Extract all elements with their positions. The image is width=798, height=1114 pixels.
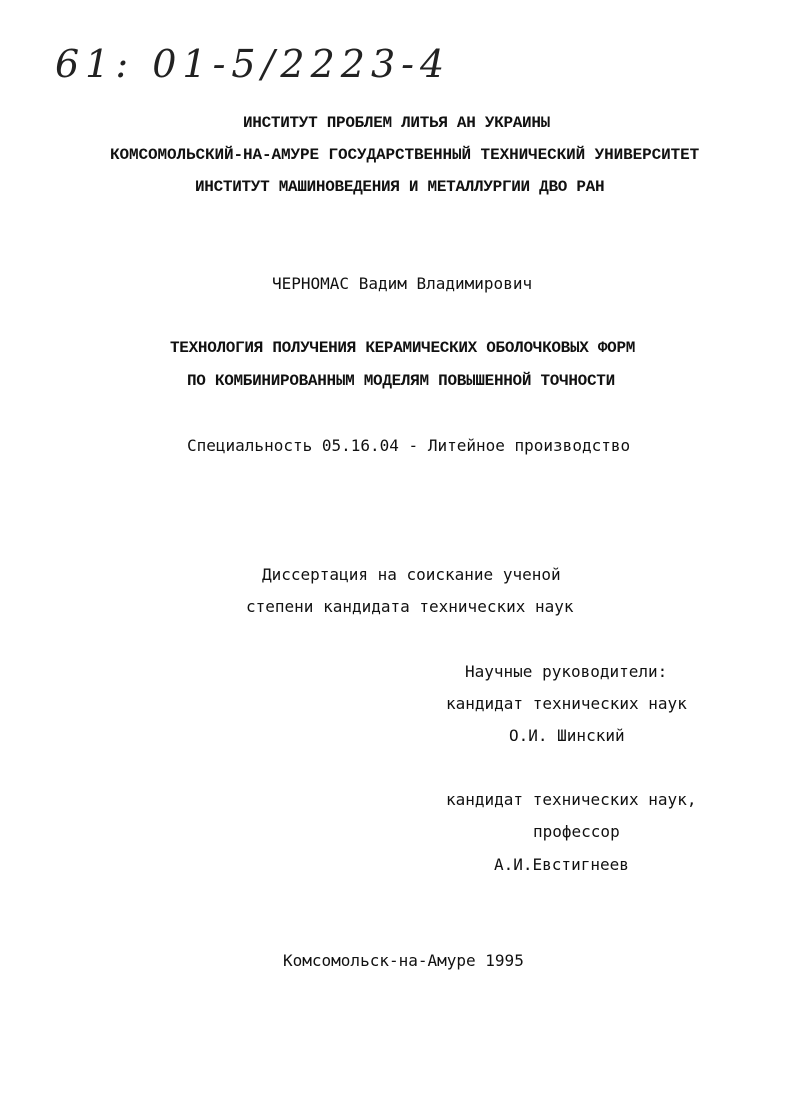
degree-line-1: Диссертация на соискание ученой — [262, 565, 561, 584]
institution-line-3: ИНСТИТУТ МАШИНОВЕДЕНИЯ И МЕТАЛЛУРГИИ ДВО РАН — [195, 178, 605, 196]
supervisor-1-degree: кандидат технических наук — [446, 694, 687, 713]
place-and-year: Комсомольск-на-Амуре 1995 — [283, 951, 524, 970]
degree-line-2: степени кандидата технических наук — [246, 597, 574, 616]
author-name: ЧЕРНОМАС Вадим Владимирович — [272, 274, 533, 293]
supervisors-heading: Научные руководители: — [465, 662, 668, 681]
supervisor-2-title: профессор — [533, 822, 620, 841]
title-line-2: ПО КОМБИНИРОВАННЫМ МОДЕЛЯМ ПОВЫШЕННОЙ ТОЧНОСТИ — [187, 372, 615, 390]
handwritten-catalog-number: 61: 01-5/2223-4 — [55, 42, 451, 86]
supervisor-2-degree: кандидат технических наук, — [446, 790, 697, 809]
supervisor-1-name: О.И. Шинский — [509, 726, 625, 745]
title-line-1: ТЕХНОЛОГИЯ ПОЛУЧЕНИЯ КЕРАМИЧЕСКИХ ОБОЛОЧКОВЫХ ФОРМ — [170, 339, 636, 357]
specialty: Специальность 05.16.04 - Литейное производство — [187, 436, 631, 455]
institution-line-1: ИНСТИТУТ ПРОБЛЕМ ЛИТЬЯ АН УКРАИНЫ — [243, 114, 550, 132]
supervisor-2-name: А.И.Евстигнеев — [494, 855, 629, 874]
institution-line-2: КОМСОМОЛЬСКИЙ-НА-АМУРЕ ГОСУДАРСТВЕННЫЙ ТЕХНИЧЕСКИЙ УНИВЕРСИТЕТ — [110, 146, 700, 164]
